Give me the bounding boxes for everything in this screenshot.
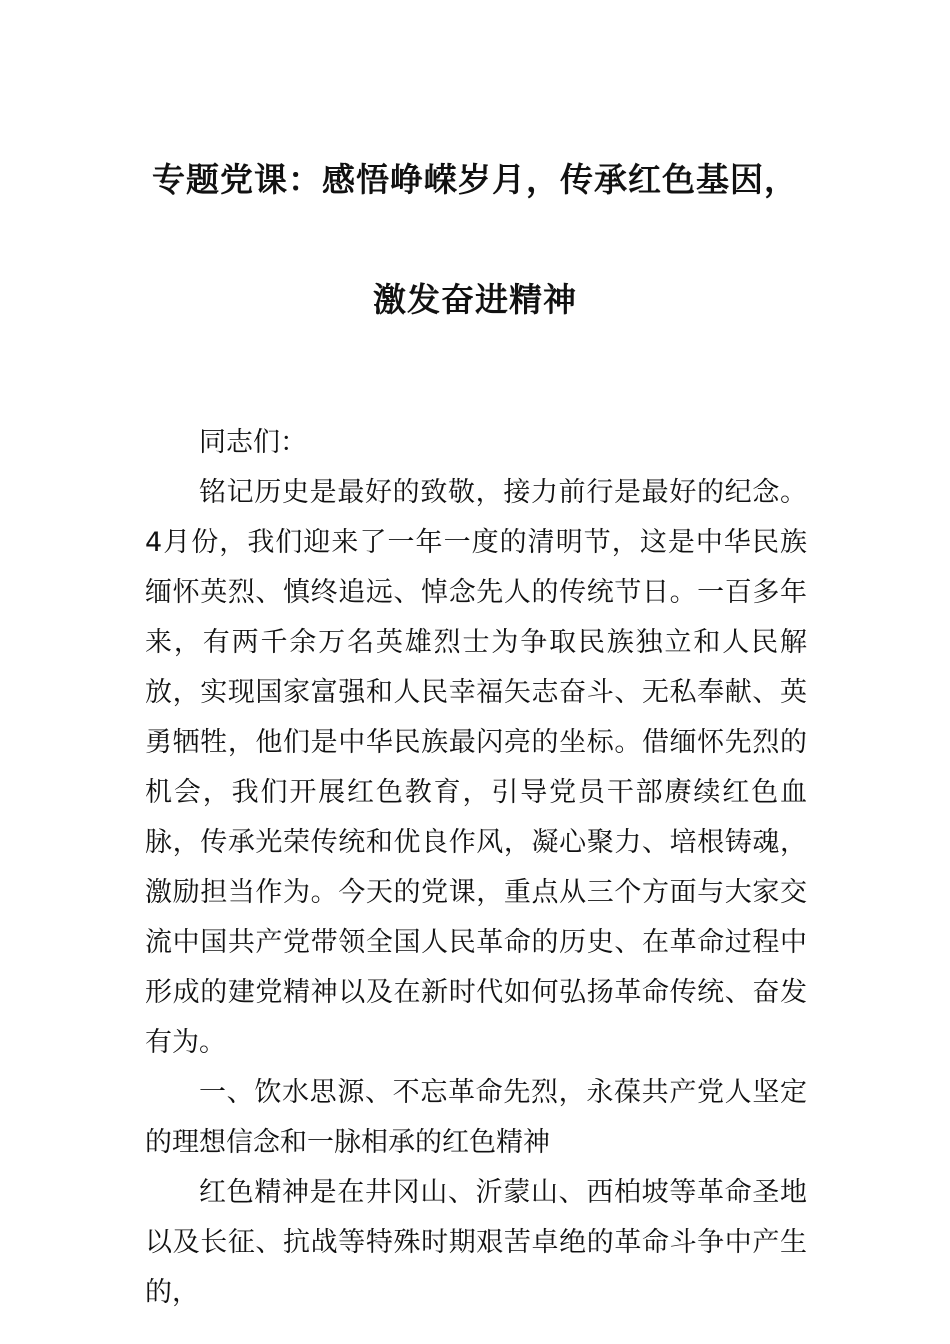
salutation-paragraph: 同志们： xyxy=(199,427,307,458)
section-heading-paragraph: 一、饮水思源、不忘革命先烈，永葆共产党人坚定的理想信念和一脉相承的红色精神 xyxy=(145,1077,807,1158)
intro-paragraph: 铭记历史是最好的致敬，接力前行是最好的纪念。4月份，我们迎来了一年一度的清明节，这是中华民族缅怀英烈、慎终追远、悼念先人的传统节日。一百多年来，有两千余万名英雄烈士为争取民族独立和人民解放，实现国家富强和人民幸福矢志奋斗、无私奉献、英勇牺牲，他们是中华民族最闪亮的坐标。借缅怀先烈的机会，我们开展红色教育，引导党员干部赓续红色血脉，传承光荣传统和优良作风，凝心聚力、培根铸魂，激励担当作为。今天的党课，重点从三个方面与大家交流中国共产党带领全国人民革命的历史、在革命过程中形成的建党精神以及在新时代如何弘扬革命传统、奋发有为。 xyxy=(145,477,807,1058)
body-paragraph: 红色精神是在井冈山、沂蒙山、西柏坡等革命圣地以及长征、抗战等特殊时期艰苦卓绝的革命斗争中产生的， xyxy=(145,1177,807,1308)
document-body xyxy=(145,418,807,1318)
document-title-line-1: 专题党课：感悟峥嵘岁月，传承红色基因， xyxy=(152,160,798,199)
document-title-line-2: 激发奋进精神 xyxy=(373,280,577,319)
